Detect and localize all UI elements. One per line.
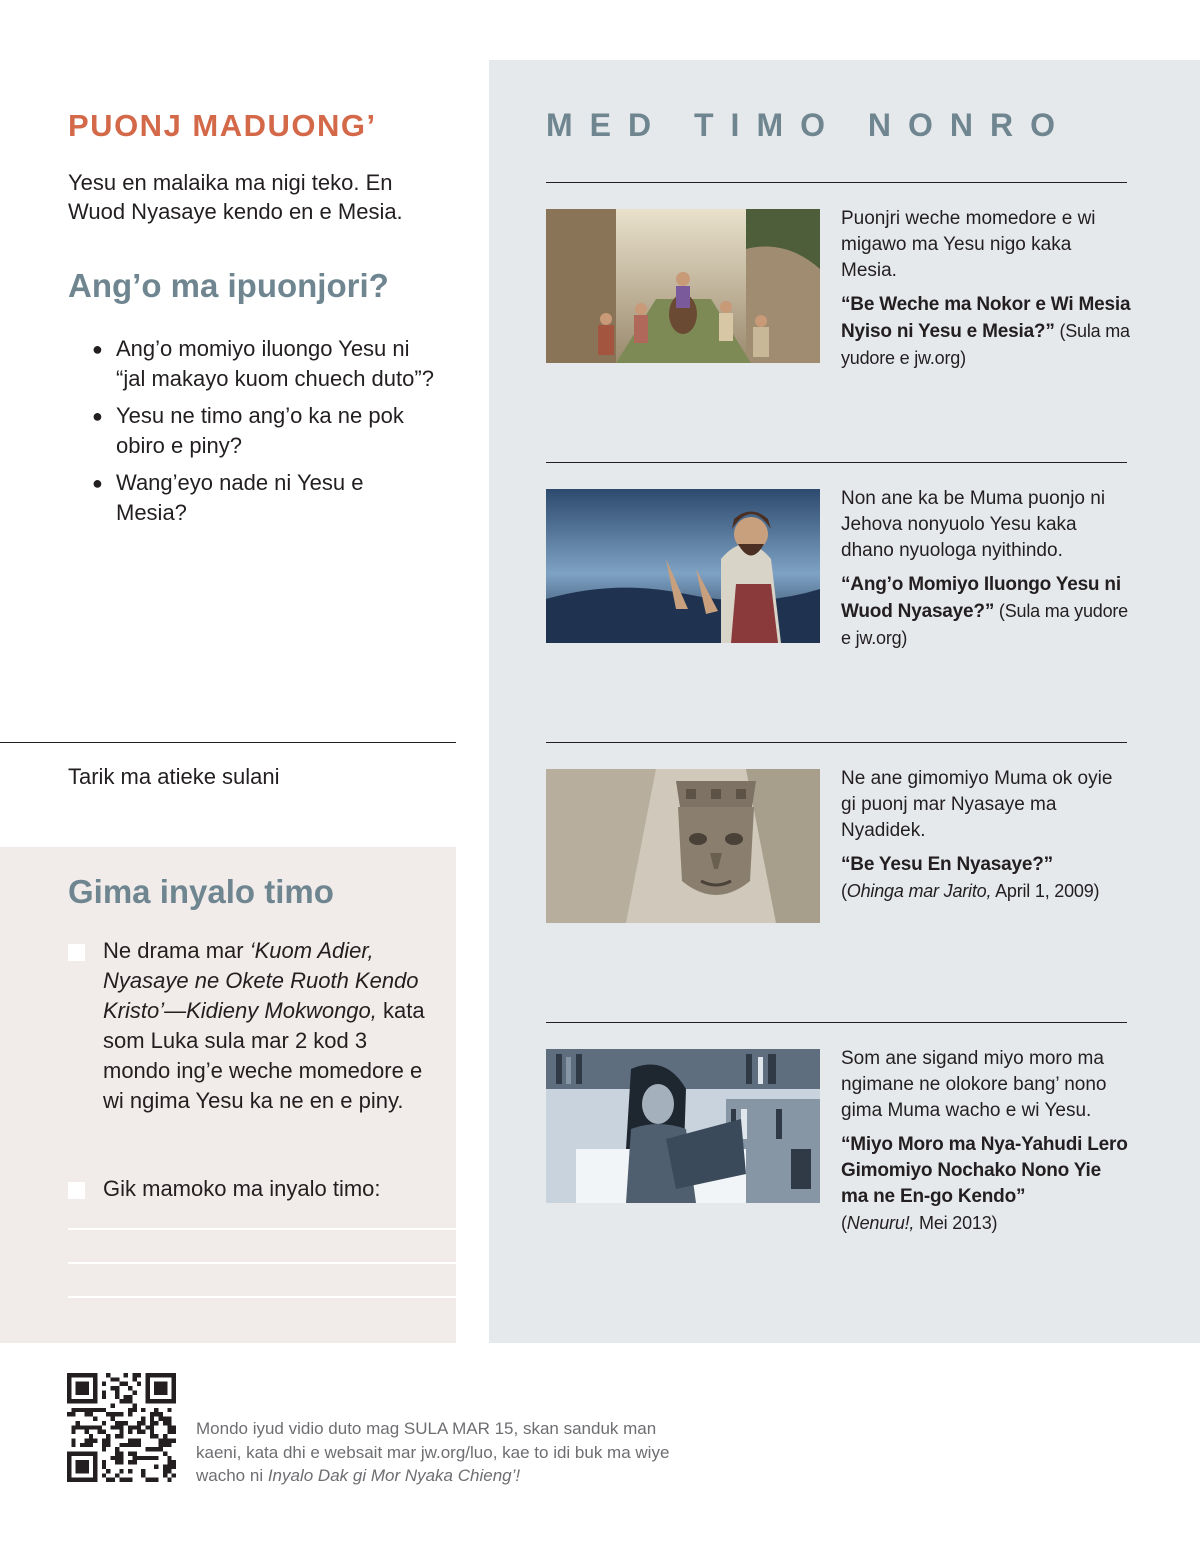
review-question [92,468,438,528]
resource-source [841,1213,997,1233]
goal-item [68,936,428,1116]
review-question-text: Yesu ne timo ang’o ka ne pok obiro e piny? [116,403,404,458]
resource-link[interactable] [841,292,1131,372]
review-question-text: Ang’o momiyo iluongo Yesu ni “jal makayo kuom chuech duto”? [116,336,434,391]
review-question [92,334,438,394]
resource-card [841,486,1131,652]
resource-card [841,766,1131,905]
jesus-praying-image [546,489,820,643]
qr-code-icon[interactable] [67,1373,176,1482]
resource-card [841,206,1131,372]
source-paren: ( [841,1213,847,1233]
resource-divider [546,462,1127,463]
goal-text [103,936,428,1116]
bullet-icon: ● [92,406,103,426]
review-heading: Ang’o ma ipuonjori? [68,267,389,304]
review-question-text: Wang’eyo nade ni Yesu e Mesia? [116,470,364,525]
goal-text: Gik mamoko ma inyalo timo: [103,1176,381,1201]
summary-heading: PUONJ MADUONG’ [68,108,377,143]
source-date: April 1, 2009) [991,881,1100,901]
book-title: Inyalo Dak gi Mor Nyaka Chieng’! [267,1466,521,1485]
resource-divider [546,182,1127,183]
resource-title: “Be Yesu En Nyasaye?” [841,854,1053,875]
left-divider [0,742,456,743]
resource-description: Puonjri weche momedore e wi migawo ma Yesu nigo kaka Mesia. [841,208,1096,281]
resource-link[interactable] [841,852,1131,905]
goals-heading: Gima inyalo timo [68,873,334,910]
review-question-list [92,334,438,528]
summary-text: Yesu en malaika ma nigi teko. En Wuod Nyasaye kendo en e Mesia. [68,170,403,224]
resource-source [841,881,1099,901]
resource-link[interactable] [841,1132,1131,1237]
footer-text: Mondo iyud vidio duto mag SULA MAR 15, skan sanduk man kaeni, kata dhi e websait mar jw.org/luo, kae to idi buk ma wiye wacho ni [196,1419,670,1485]
resource-title: “Ang’o Momiyo Iluongo Yesu ni Wuod Nyasaye?” [841,574,1121,622]
bullet-icon: ● [92,473,103,493]
resource-source: (Sula ma yudore e jw.org) [841,321,1130,368]
magazine-title: Nenuru!, [846,1213,915,1233]
three-faced-carving-image [546,769,820,923]
goal-text-part: Ne drama mar [103,938,250,963]
resource-description: Non ane ka be Muma puonjo ni Jehova nonyuolo Yesu kaka dhano nyuologa nyithindo. [841,488,1106,561]
resource-description: Ne ane gimomiyo Muma ok oyie gi puonj mar Nyasaye ma Nyadidek. [841,768,1113,841]
resource-divider [546,742,1127,743]
resource-link[interactable] [841,572,1131,652]
jesus-entering-jerusalem-image [546,209,820,363]
lesson-summary-section [68,108,438,535]
resource-title: “Be Weche ma Nokor e Wi Mesia Nyiso ni Yesu e Mesia?” [841,294,1131,342]
resource-title: “Miyo Moro ma Nya-Yahudi Lero Gimomiyo Nochako Nono Yie ma ne En-go Kendo” [841,1134,1128,1207]
goal-item [68,1174,428,1204]
resource-source: (Sula ma yudore e jw.org) [841,601,1128,648]
source-paren: ( [841,881,847,901]
writing-line[interactable] [68,1296,456,1298]
review-question [92,401,438,461]
completion-date-label: Tarik ma atieke sulani [68,764,280,789]
checkbox[interactable] [68,944,85,961]
resource-description: Som ane sigand miyo moro ma ngimane ne olokore bang’ nono gima Muma wacho e wi Yesu. [841,1048,1107,1121]
drama-title: ‘Kuom Adier, Nyasaye ne Okete Ruoth Kendo Kristo’—Kidieny Mokwongo, [103,938,419,1023]
resource-card [841,1046,1131,1237]
writing-line[interactable] [68,1262,456,1264]
footer-note [196,1417,676,1488]
resource-divider [546,1022,1127,1023]
bullet-icon: ● [92,339,103,359]
woman-reading-image [546,1049,820,1203]
writing-line[interactable] [68,1228,456,1230]
source-date: Mei 2013) [914,1213,998,1233]
checkbox[interactable] [68,1182,85,1199]
explore-heading: MED TIMO NONRO [546,107,1072,143]
goal-text-part: kata som Luka sula mar 2 kod 3 mondo ing’e weche momedore e wi ngima Yesu ka ne en e piny. [103,998,425,1113]
magazine-title: Ohinga mar Jarito, [846,881,992,901]
